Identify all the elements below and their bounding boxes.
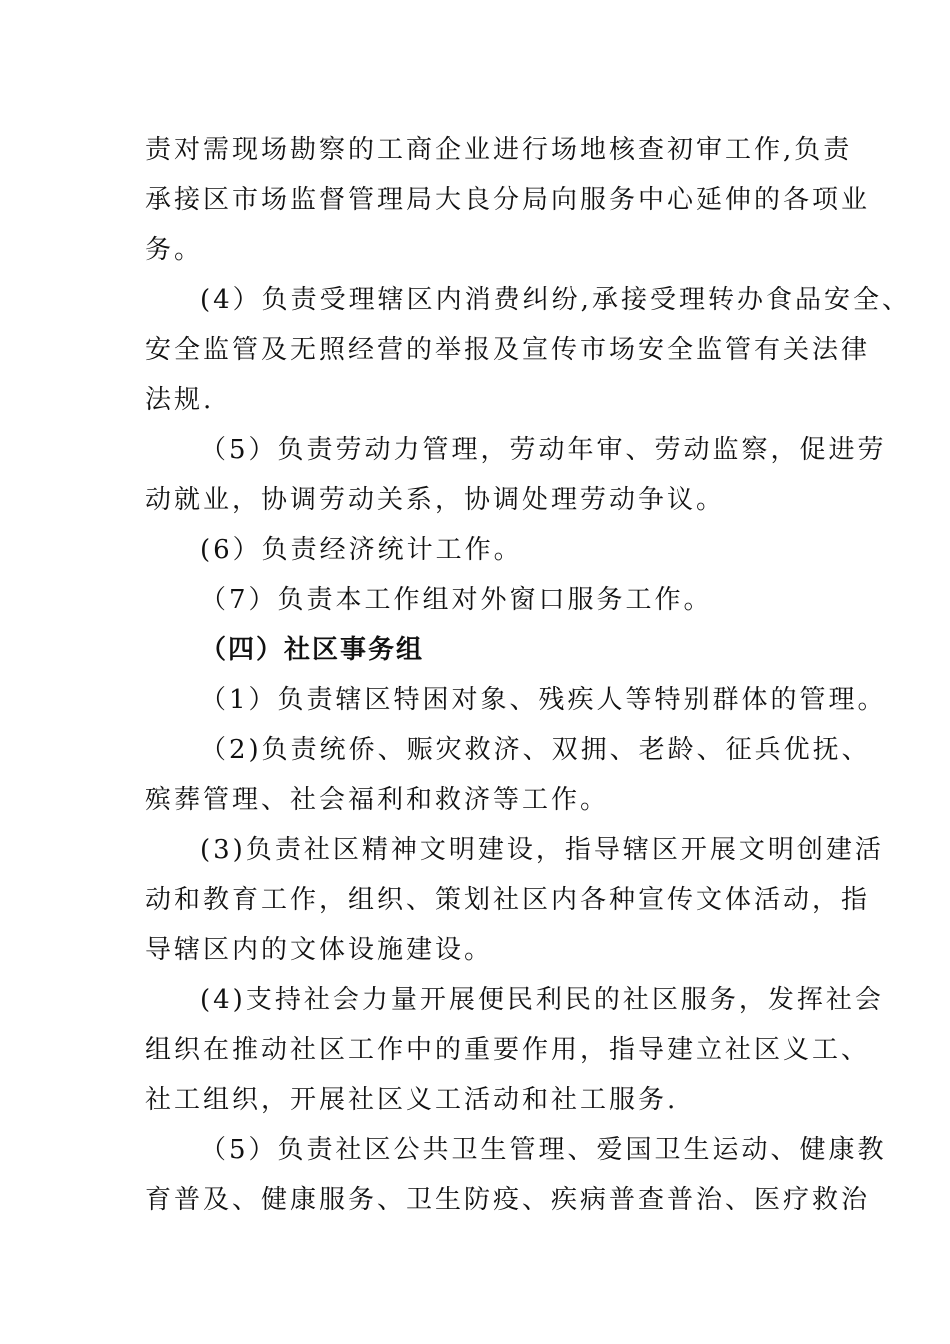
paragraph-line: 育普及、健康服务、卫生防疫、疾病普查普治、医疗救治 [145, 1185, 871, 1215]
paragraph-line: 承接区市场监督管理局大良分局向服务中心延伸的各项业 [145, 185, 871, 215]
paragraph-line: (4）负责受理辖区内消费纠纷,承接受理转办食品安全、 [200, 285, 911, 315]
paragraph-line: 组织在推动社区工作中的重要作用，指导建立社区义工、 [145, 1035, 871, 1065]
paragraph-line: 责对需现场勘察的工商企业进行场地核查初审工作,负责 [145, 135, 853, 165]
paragraph-line: （1）负责辖区特困对象、残疾人等特别群体的管理。 [200, 685, 887, 715]
paragraph-line: 务。 [145, 235, 204, 265]
paragraph-line: (6）负责经济统计工作。 [200, 535, 523, 565]
paragraph-line: 导辖区内的文体设施建设。 [145, 935, 494, 965]
paragraph-line: 动和教育工作，组织、策划社区内各种宣传文体活动，指 [145, 885, 871, 915]
paragraph-line: 社工组织，开展社区义工活动和社工服务. [145, 1085, 679, 1115]
paragraph-line: （7）负责本工作组对外窗口服务工作。 [200, 585, 713, 615]
paragraph-line: 安全监管及无照经营的举报及宣传市场安全监管有关法律 [145, 335, 871, 365]
paragraph-line: 动就业，协调劳动关系，协调处理劳动争议。 [145, 485, 726, 515]
paragraph-line: 法规. [145, 385, 215, 415]
paragraph-line: （5）负责社区公共卫生管理、爱国卫生运动、健康教 [200, 1135, 887, 1165]
paragraph-line: (4)支持社会力量开展便民利民的社区服务，发挥社会 [200, 985, 884, 1015]
section-heading: （四）社区事务组 [200, 635, 425, 665]
paragraph-line: （5）负责劳动力管理，劳动年审、劳动监察，促进劳 [200, 435, 887, 465]
paragraph-line: 殡葬管理、社会福利和救济等工作。 [145, 785, 610, 815]
paragraph-line: (3)负责社区精神文明建设，指导辖区开展文明创建活 [200, 835, 884, 865]
paragraph-line: （2)负责统侨、赈灾救济、双拥、老龄、征兵优抚、 [200, 735, 871, 765]
